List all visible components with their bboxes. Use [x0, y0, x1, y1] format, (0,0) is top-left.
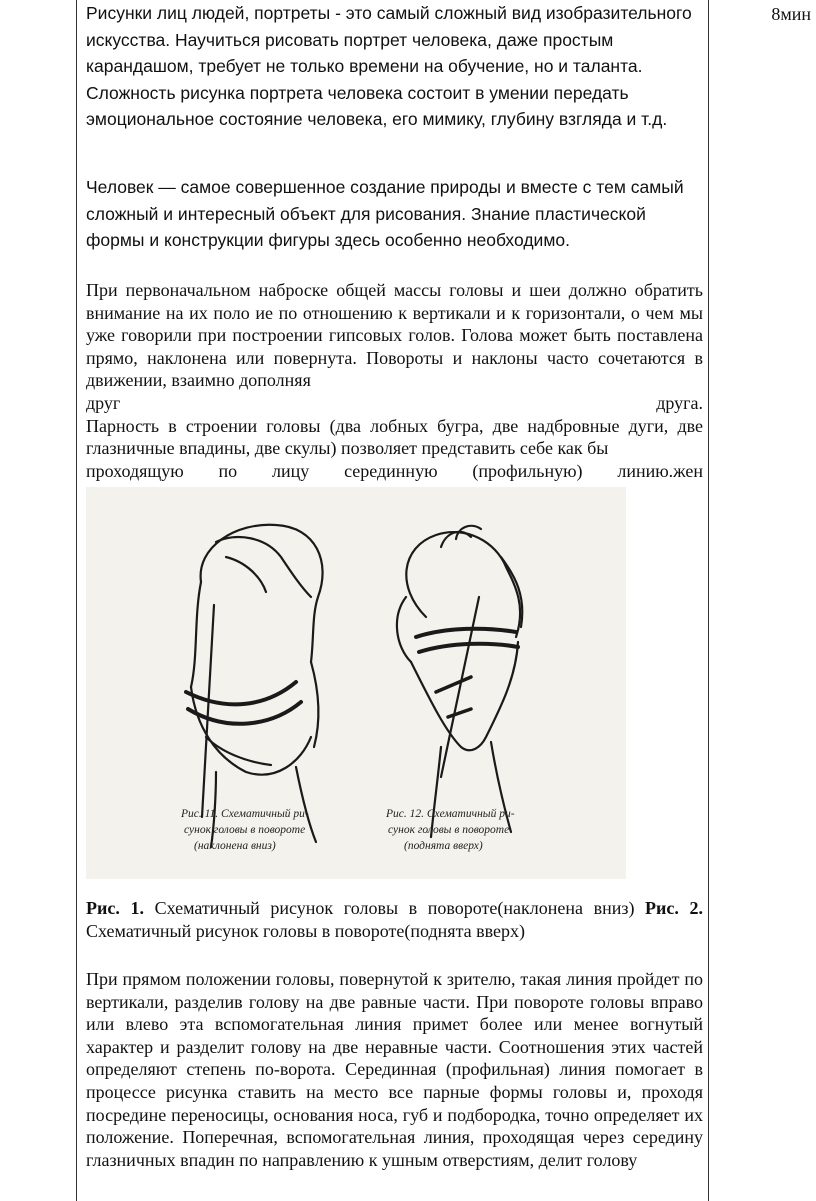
duration-label: 8мин — [771, 4, 811, 24]
caption-fig2-text: Схематичный рисунок головы в повороте(поднята вверх) — [86, 920, 526, 941]
figure-caption-right-line1: Рис. 12. Схематичный ри- — [386, 808, 515, 820]
head-sketch-figure — [86, 487, 626, 879]
figure-caption-right-line3: (поднята вверх) — [404, 840, 483, 852]
word-druga: друга. — [656, 392, 703, 413]
paragraph-human: Человек — самое совершенное создание природы и вместе с тем самый сложный и интересный объект для рисования. Знание пластической формы и конструкции фигуры здесь особенно необходимо. — [86, 177, 684, 250]
paragraph-midline: При прямом положении головы, повернутой к зрителю, такая линия пройдет по вертикали, разделив голову на две равные части. При повороте головы вправо или влево эта вспомогательная линия примет более или менее вогнутый характер и разделит голову на две неравные части. Соотношения этих частей определяют степень по-ворота. Серединная (профильная) линия помогает в процессе рисунка ставить на место все парные формы головы и, проходя посредине переносицы, основания носа, губ и подбородка, точно определяет их положение. Поперечная, вспомогательная линия, проходящая через середину глазничных впадин по направлению к ушным отверстиям, делит голову — [86, 969, 703, 1170]
figure-caption-right-line2: сунок головы в повороте — [388, 824, 510, 836]
paragraph-head-sketch — [86, 279, 703, 482]
table-border-left — [76, 0, 77, 1201]
paragraph-head-sketch-main: При первоначальном наброске общей массы головы и шеи должно обратить внимание на их поло ие по отношению к вертикали и к горизонтали, о чем мы уже говорили при построении гипсовых голов. Голова может быть поставлена прямо, наклонена или повернута. Повороты и наклоны часто сочетаются в движении, взаимно дополняя — [86, 280, 703, 391]
figure-caption — [86, 897, 703, 942]
caption-fig1-label: Рис. 1. — [86, 898, 144, 918]
figure-caption-left-line3: (наклонена вниз) — [194, 840, 276, 852]
paragraph-head-sketch-last-line: проходящую по лицу серединную (профильную) линию.жен — [86, 460, 703, 481]
paragraph-head-sketch-spread-line — [86, 392, 703, 415]
caption-fig1-text: Схематичный рисунок головы в повороте(наклонена вниз) — [143, 898, 646, 918]
time-cell — [715, 0, 811, 27]
paragraph-head-sketch-rest: Парность в строении головы (два лобных бугра, две надбровные дуги, две глазничные впадины, две скулы) позволяет представить себе как бы — [86, 415, 703, 459]
paragraph-portraits: Рисунки лиц людей, портреты - это самый сложный вид изобразительного искусства. Научиться рисовать портрет человека, даже простым карандашом, требует не только времени на обучение, но и таланта. Сложность рисунка портрета человека состоит в умении передать эмоциональное состояние человека, его мимику, глубину взгляда и т.д. — [86, 3, 692, 129]
head-sketch-image — [86, 487, 626, 879]
figure-caption-left-line2: сунок головы в повороте — [184, 824, 306, 836]
caption-fig2-label: Рис. 2. — [645, 898, 704, 918]
table-border-right — [708, 0, 709, 1201]
figure-caption-left-line1: Рис. 11. Схематичный ри- — [181, 808, 309, 820]
word-drug: друг — [86, 392, 121, 413]
